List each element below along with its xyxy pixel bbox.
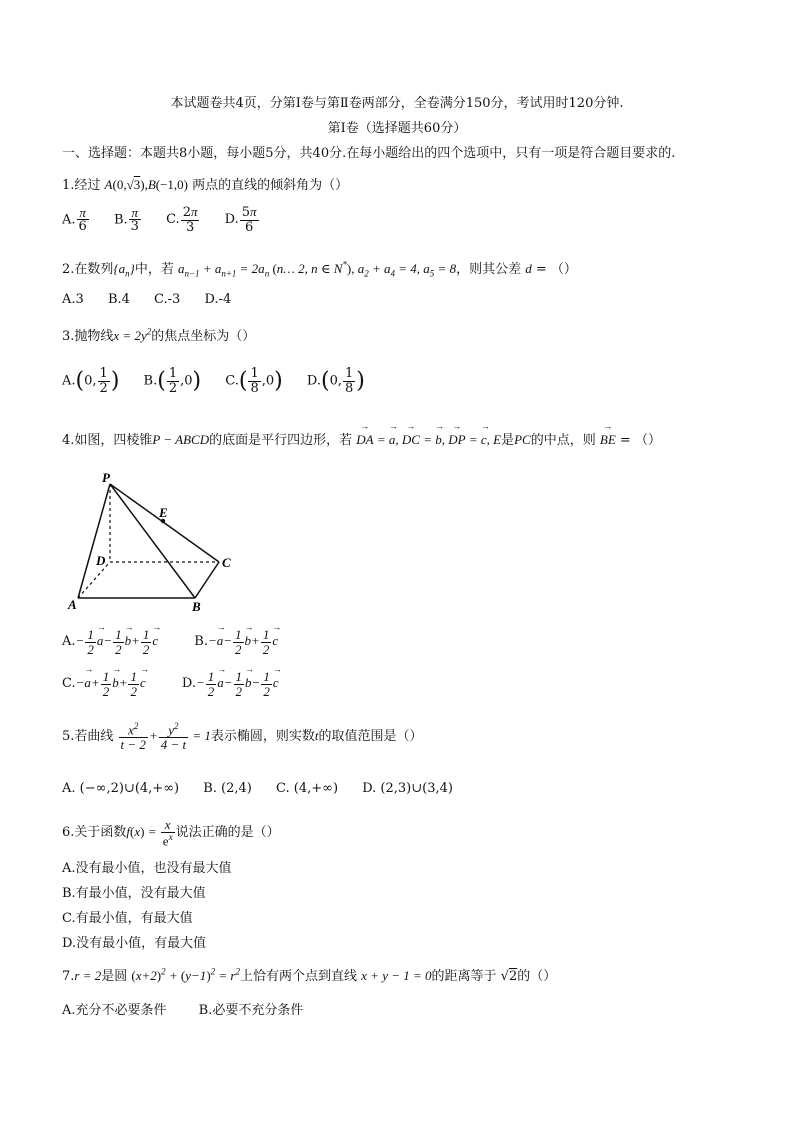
label-b: B (192, 599, 201, 614)
q3-option-c[interactable]: C.( $\frac{1}{8}$ ,0) (225, 366, 283, 396)
q5-option-d[interactable]: D. (2,3)∪(3,4) (362, 781, 453, 796)
q6-option-b[interactable]: B.有最小值，没有最大值 (62, 886, 206, 901)
q1-option-c[interactable]: C. $\frac{2\pi}{3}$ (166, 204, 198, 235)
label-d: D (96, 553, 106, 568)
q2-option-c[interactable]: C.-3 (154, 292, 181, 307)
q6-option-a[interactable]: A.没有最小值，也没有最大值 (62, 861, 232, 876)
edge-pb (110, 484, 195, 598)
q5-option-c[interactable]: C. (4,+∞) (276, 781, 339, 796)
q4-option-d[interactable]: D.− $\frac{1}{2}$ → a− $\frac{1}{2}$ → b− $\frac{1}{2}$ → c (182, 670, 279, 698)
q2-option-d[interactable]: D.-4 (204, 292, 232, 307)
question-2-options (62, 292, 251, 307)
q3-option-a[interactable]: A.(0, $\frac{1}{2}$ ) (62, 366, 120, 396)
q4-option-a[interactable]: A.− $\frac{1}{2}$ → a− $\frac{1}{2}$ → b+ $\frac{1}{2}$ → c (62, 628, 158, 656)
question-7-options (62, 999, 323, 1018)
question-7-stem: 7.r = 2是圆 $(x+2)^2 + (y-1)^2 = r^2$上恰有两个点到直线 x + y − 1 = 0的距离等于 √2的（） (62, 966, 557, 984)
edge-pa (78, 484, 110, 598)
q3-option-d[interactable]: D.(0, $\frac{1}{8}$ ) (306, 366, 365, 396)
question-5-stem: 5.若曲线 $\frac{x^2}{t - 2}$ + $\frac{y^2}{4 - t}$ = 1表示椭圆，则实数t的取值范围是（） (62, 721, 423, 752)
question-1-stem: 1.经过 A(0,√3),B(−1,0) 两点的直线的倾斜角为（） (62, 177, 349, 193)
section-heading: 一、选择题：本题共8小题，每小题5分，共40分.在每小题给出的四个选项中，只有一项是符合题目要求的. (62, 146, 676, 161)
q3-option-b[interactable]: B.( $\frac{1}{2}$ ,0) (143, 366, 202, 396)
q1-option-b[interactable]: B. $\frac{\pi}{3}$ (113, 204, 139, 235)
edge-bc (195, 562, 219, 598)
q4-option-c[interactable]: C.−→ a+ $\frac{1}{2}$ → b+ $\frac{1}{2}$ → c (62, 670, 146, 698)
label-a: A (68, 597, 77, 612)
part-title: 第Ⅰ卷（选择题共60分） (327, 121, 467, 136)
question-3-stem: 3.抛物线$x = 2y^2$的焦点坐标为（） (62, 326, 256, 344)
q5-option-b[interactable]: B. (2,4) (203, 781, 252, 796)
q5-option-a[interactable]: A. (−∞,2)∪(4,+∞) (62, 781, 180, 796)
q2-option-a[interactable]: A.3 (62, 292, 84, 307)
question-5-options (62, 781, 473, 796)
exam-intro: 本试题卷共4页，分第Ⅰ卷与第Ⅱ卷两部分，全卷满分150分，考试用时120分钟. (170, 96, 624, 111)
q7-option-a[interactable]: A.充分不必要条件 (62, 1003, 167, 1018)
q6-option-c[interactable]: C.有最小值，有最大值 (62, 911, 193, 926)
label-c: C (222, 555, 231, 570)
q4-option-b[interactable]: B.−→ a− $\frac{1}{2}$ → b+ $\frac{1}{2}$ → c (194, 628, 278, 656)
question-4-options-row2 (62, 670, 299, 698)
q1-option-d[interactable]: D. $\frac{5\pi}{6}$ (224, 204, 257, 235)
question-3-options (62, 367, 385, 395)
question-6-stem: 6.关于函数f(x) = $\frac{x}{e^x}$ 说法正确的是（） (62, 817, 280, 848)
label-p: P (102, 470, 110, 485)
q2-option-b[interactable]: B.4 (107, 292, 130, 307)
q1-points: A(0,√3),B(−1,0) (104, 177, 189, 192)
question-4-options-row1 (62, 628, 298, 656)
question-2-stem: 2.在数列$\{a_n\}$中，若 $a_{n-1} + a_{n+1} = 2a_n$ (n… 2, n ∈ N*), $a_2 + a_4 = 4$, $a_5 = 8$，则其公差 d = （） (62, 259, 577, 279)
edge-pc (110, 484, 219, 562)
question-1-options (62, 205, 280, 234)
q6-option-d[interactable]: D.没有最小值，有最大值 (62, 936, 207, 951)
q7-option-b[interactable]: B.必要不充分条件 (198, 1003, 304, 1018)
label-e: E (159, 505, 168, 520)
pyramid-figure (64, 470, 244, 615)
q1-option-a[interactable]: A. $\frac{\pi}{6}$ (62, 204, 87, 235)
question-4-stem: 4.如图，四棱锥P − ABCD的底面是平行四边形，若 → DA = → a, → DC = → b, → DP = → c, E是PC的中点，则 → BE = （） (62, 429, 661, 448)
